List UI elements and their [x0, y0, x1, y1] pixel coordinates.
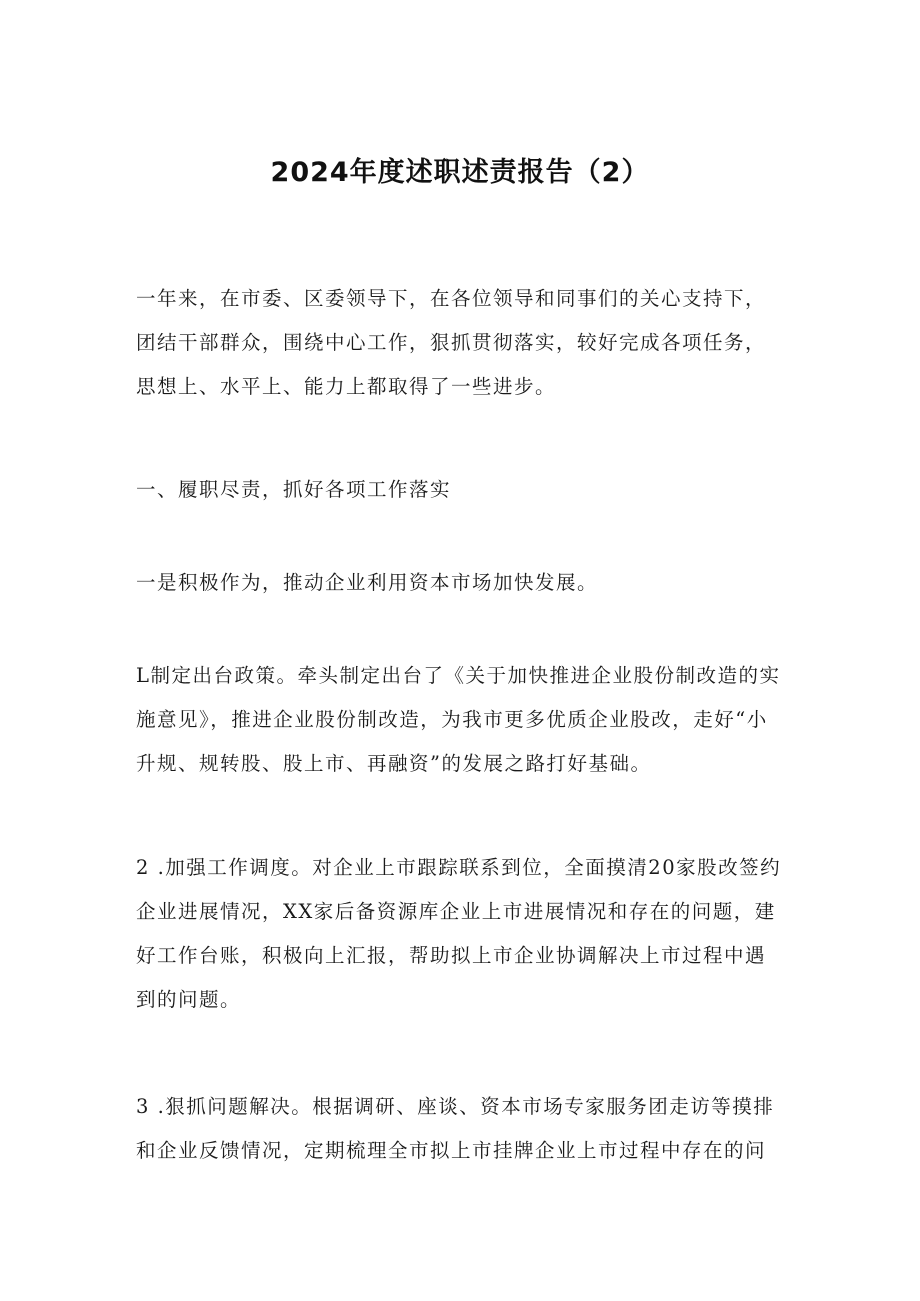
paragraph-line: 3 .狠抓问题解决。根据调研、座谈、资本市场专家服务团走访等摸排	[136, 1095, 775, 1118]
paragraph-item-1	[136, 654, 796, 786]
paragraph-line: 一是积极作为，推动企业利用资本市场加快发展。	[136, 571, 599, 594]
paragraph-item-2	[136, 846, 796, 1022]
paragraph-line: 企业进展情况，XX家后备资源库企业上市进展情况和存在的问题，建	[136, 900, 776, 923]
paragraph-line: 好工作台账，积极向上汇报，帮助拟上市企业协调解决上市过程中遇	[136, 944, 767, 967]
paragraph-line: 思想上、水平上、能力上都取得了一些进步。	[136, 375, 557, 398]
paragraph-line: 团结干部群众，围绕中心工作，狠抓贯彻落实，较好完成各项任务，	[136, 331, 767, 354]
paragraph-line: 一年来，在市委、区委领导下，在各位领导和同事们的关心支持下，	[136, 287, 767, 310]
subsection-heading	[136, 561, 796, 605]
paragraph-line: 2 .加强工作调度。对企业上市跟踪联系到位，全面摸清20家股改签约	[136, 856, 782, 879]
paragraph-line: 到的问题。	[136, 988, 242, 1011]
paragraph-item-3	[136, 1085, 796, 1173]
paragraph-line: L制定出台政策。牵头制定出台了《关于加快推进企业股份制改造的实	[136, 664, 781, 687]
paragraph-line: 一、履职尽责，抓好各项工作落实	[136, 478, 452, 501]
paragraph-line: 施意见》，推进企业股份制改造，为我市更多优质企业股改，走好“小	[136, 708, 768, 731]
section-heading	[136, 468, 796, 512]
paragraph-line: 和企业反馈情况，定期梳理全市拟上市挂牌企业上市过程中存在的问	[136, 1139, 767, 1162]
document-title: 2024年度述职述责报告（2）	[270, 157, 650, 188]
paragraph-intro	[136, 277, 796, 409]
paragraph-line: 升规、规转股、股上市、再融资”的发展之路打好基础。	[136, 752, 652, 775]
